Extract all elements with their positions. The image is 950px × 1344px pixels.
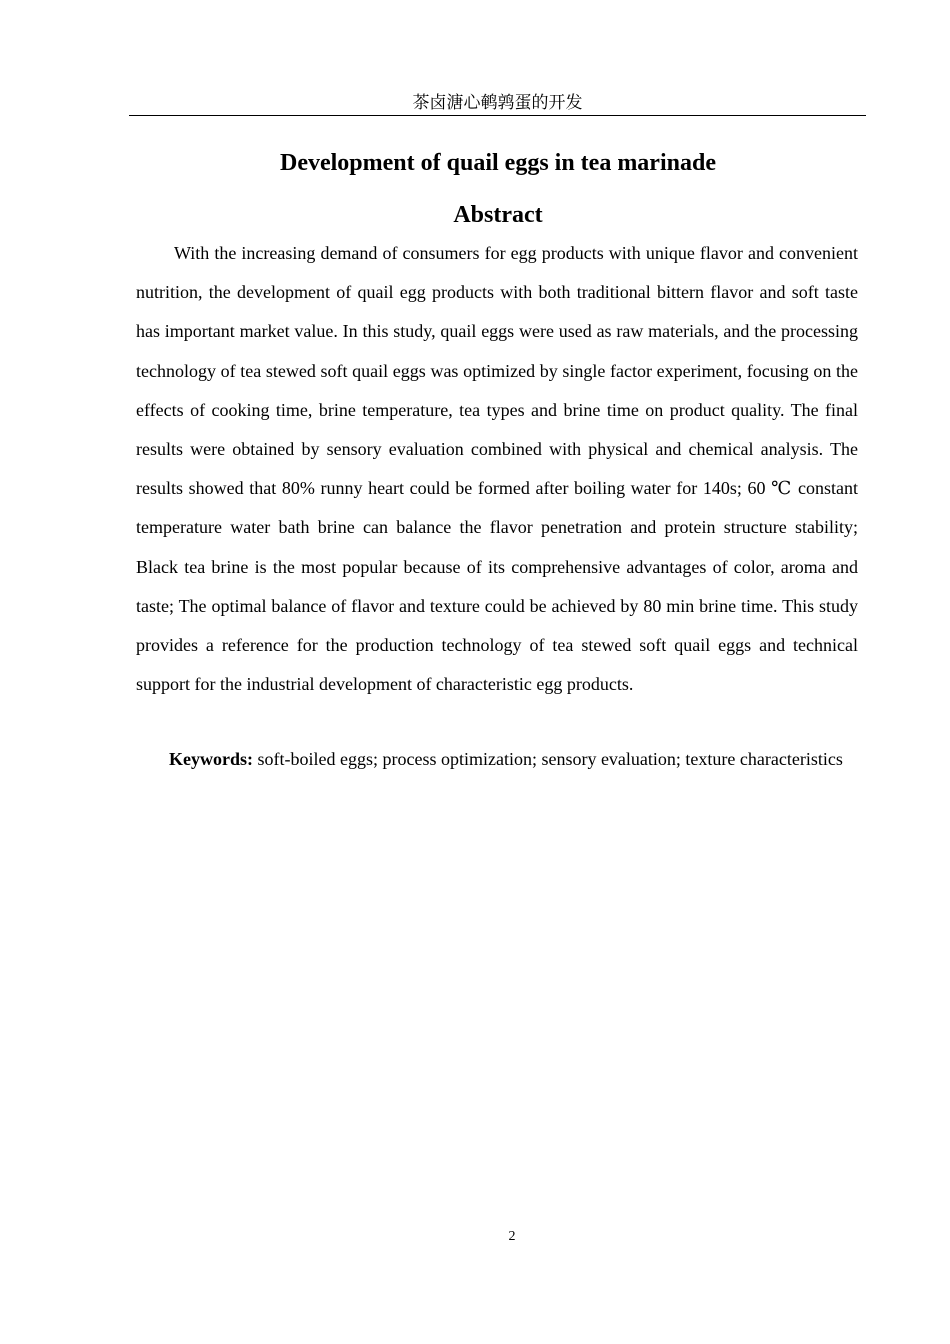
abstract-body: With the increasing demand of consumers for egg products with unique flavor and convenient nutrition, the development of quail egg products with both traditional bittern flavor and soft taste has important market value. In this study, quail eggs were used as raw materials, and the processing technology of tea stewed soft quail eggs was optimized by single factor experiment, focusing on the effects of cooking time, brine temperature, tea types and brine time on product quality. The final results were obtained by sensory evaluation combined with physical and chemical analysis. The results showed that 80% runny heart could be formed after boiling water for 140s; 60 ℃ constant temperature water bath brine can balance the flavor penetration and protein structure stability; Black tea brine is the most popular because of its comprehensive advantages of color, aroma and taste; The optimal balance of flavor and texture could be achieved by 80 min brine time. This study provides a reference for the production technology of tea stewed soft quail eggs and technical support for the industrial development of characteristic egg products. [136,243,858,695]
abstract-heading: Abstract [453,202,543,228]
keywords-paragraph [136,740,858,779]
keywords-label: Keywords: [169,749,253,769]
page-number: 2 [508,1229,516,1244]
running-header [129,92,866,116]
keywords-text: soft-boiled eggs; process optimization; sensory evaluation; texture characteristics [257,749,843,769]
running-header-title: 茶卤溏心鹌鹑蛋的开发 [412,93,583,113]
paper-title: Development of quail eggs in tea marinade [280,150,716,176]
